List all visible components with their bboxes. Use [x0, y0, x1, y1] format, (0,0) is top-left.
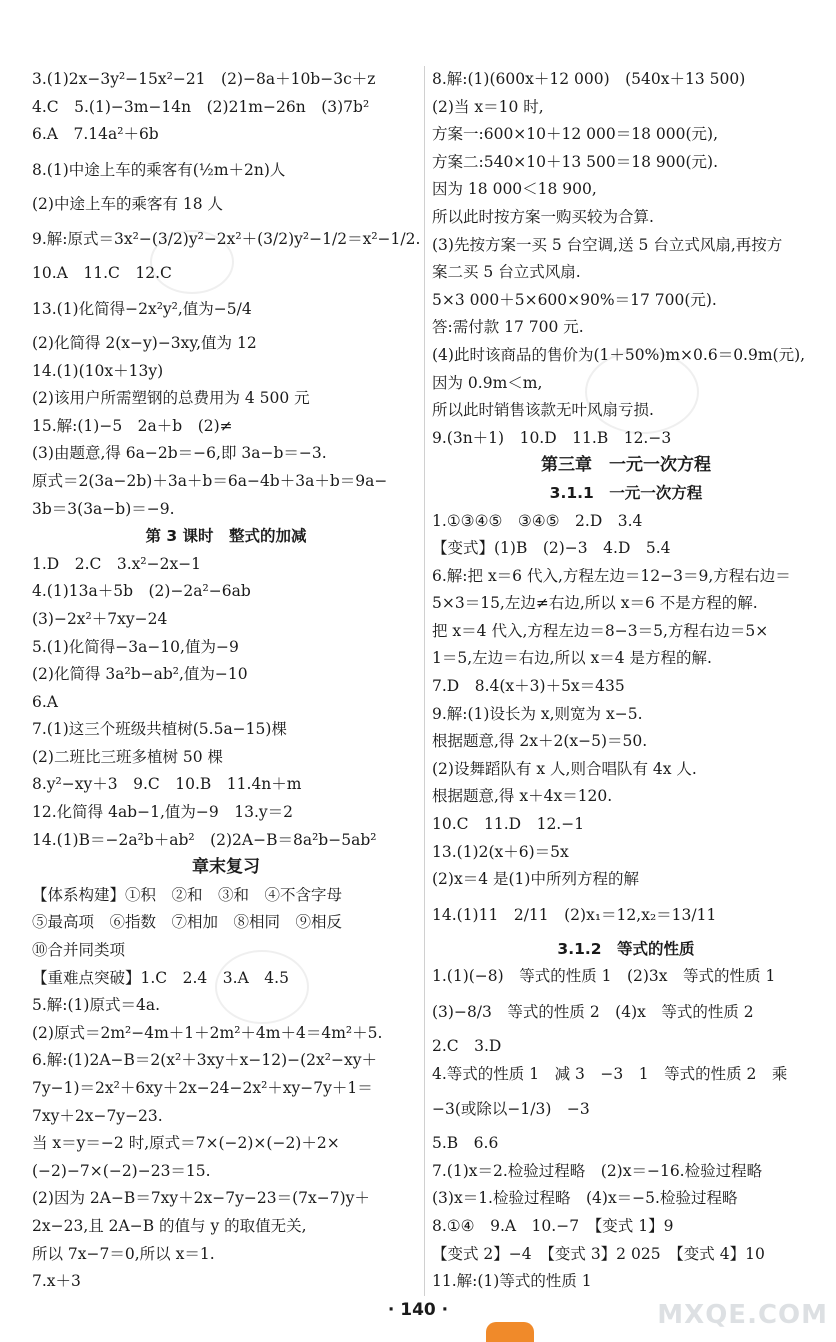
- answer-line: 12.化简得 4ab−1,值为−9 13.y＝2: [32, 803, 293, 822]
- answer-line: 1.(1)(−8) 等式的性质 1 (2)3x 等式的性质 1: [432, 967, 776, 986]
- corner-tab: [486, 1322, 534, 1342]
- section-heading: 3.1.1 一元一次方程: [549, 483, 703, 502]
- answer-line: 14.(1)B＝−2a²b＋ab² (2)2A−B＝8a²b−5ab²: [32, 830, 377, 849]
- answer-line: 2x−23,且 2A−B 的值与 y 的取值无关,: [32, 1216, 307, 1235]
- answer-line: 原式＝2(3a−2b)＋3a＋b＝6a−4b＋3a＋b＝9a−: [32, 471, 388, 490]
- answer-line: 【变式 2】−4 【变式 3】2 025 【变式 4】10: [432, 1244, 765, 1263]
- answer-line: (2)二班比三班多植树 50 棵: [32, 747, 224, 766]
- answer-line: 7.(1)x＝2.检验过程略 (2)x＝−16.检验过程略: [432, 1161, 763, 1180]
- answer-line: 3b＝3(3a−b)＝−9.: [32, 499, 175, 518]
- right-column: [432, 66, 820, 1296]
- answer-line: 答:需付款 17 700 元.: [432, 318, 584, 337]
- answer-line: 根据题意,得 x＋4x＝120.: [432, 787, 613, 806]
- answer-line: 把 x＝4 代入,方程左边＝8−3＝5,方程右边＝5×: [432, 621, 769, 640]
- answer-line: 根据题意,得 2x＋2(x−5)＝50.: [432, 732, 648, 751]
- answer-line: 【体系构建】①积 ②和 ③和 ④不含字母: [32, 885, 343, 904]
- answer-line: 7y−1)＝2x²＋6xy＋2x−24−2x²＋xy−7y＋1＝: [32, 1079, 373, 1097]
- answer-line: 5.(1)化简得−3a−10,值为−9: [32, 637, 239, 656]
- answer-line: (3)−2x²＋7xy−24: [32, 609, 168, 628]
- answer-line: (2)该用户所需塑钢的总费用为 4 500 元: [32, 389, 310, 408]
- answer-line: 5×3＝15,左边≠右边,所以 x＝6 不是方程的解.: [432, 594, 758, 613]
- answer-line: ⑤最高项 ⑥指数 ⑦相加 ⑧相同 ⑨相反: [32, 913, 343, 932]
- answer-line: 2.C 3.D: [432, 1037, 502, 1055]
- answer-line: 案二买 5 台立式风扇.: [432, 263, 581, 282]
- answer-line: 4.等式的性质 1 减 3 −3 1 等式的性质 2 乘: [432, 1064, 788, 1083]
- answer-line: 14.(1)(10x＋13y): [32, 361, 164, 380]
- answer-line: 13.(1)2(x＋6)＝5x: [432, 842, 569, 861]
- answer-line: (3)−8/3 等式的性质 2 (4)x 等式的性质 2: [432, 1003, 754, 1021]
- answer-line: 7xy＋2x−7y−23.: [32, 1106, 163, 1125]
- answer-line: 方案二:540×10＋13 500＝18 900(元).: [432, 152, 719, 171]
- column-divider: [424, 66, 425, 1296]
- page-number: · 140 ·: [387, 1300, 449, 1320]
- answer-line: 7.D 8.4(x＋3)＋5x＝435: [432, 677, 625, 696]
- answer-line: 8.(1)中途上车的乘客有(½m＋2n)人: [32, 160, 286, 179]
- answer-line: 6.解:(1)2A−B＝2(x²＋3xy＋x−12)−(2x²−xy＋: [32, 1051, 377, 1070]
- answer-line: 3.(1)2x−3y²−15x²−21 (2)−8a＋10b−3c＋z: [32, 70, 376, 88]
- answer-line: (3)x＝1.检验过程略 (4)x＝−5.检验过程略: [432, 1189, 738, 1208]
- answer-line: (2)x＝4 是(1)中所列方程的解: [432, 870, 639, 889]
- answer-line: 所以此时按方案一购买较为合算.: [432, 207, 654, 226]
- answer-line: 【重难点突破】1.C 2.4 3.A 4.5: [32, 968, 289, 987]
- answer-line: 13.(1)化简得−2x²y²,值为−5/4: [32, 299, 252, 318]
- answer-line: −3(或除以−1/3) −3: [432, 1100, 590, 1119]
- answer-line: 因为 0.9m＜m,: [432, 373, 543, 392]
- answer-line: 7.x＋3: [32, 1272, 81, 1291]
- answer-line: 10.C 11.D 12.−1: [432, 815, 585, 834]
- answer-line: 8.①④ 9.A 10.−7 【变式 1】9: [432, 1216, 674, 1235]
- answer-line: (2)中途上车的乘客有 18 人: [32, 194, 224, 213]
- answer-line: ⑩合并同类项: [32, 941, 126, 960]
- answer-line: (3)由题意,得 6a−2b＝−6,即 3a−b＝−3.: [32, 444, 327, 463]
- answer-line: 5×3 000＋5×600×90%＝17 700(元).: [432, 290, 717, 309]
- answer-line: 10.A 11.C 12.C: [32, 264, 172, 283]
- answer-line: (2)原式＝2m²−4m＋1＋2m²＋4m＋4＝4m²＋5.: [32, 1023, 383, 1042]
- answer-line: 9.解:(1)设长为 x,则宽为 x−5.: [432, 704, 643, 723]
- answer-line: (2)设舞蹈队有 x 人,则合唱队有 4x 人.: [432, 759, 697, 778]
- answer-line: 9.(3n＋1) 10.D 11.B 12.−3: [432, 428, 672, 447]
- answer-line: 14.(1)11 2/11 (2)x₁＝12,x₂＝13/11: [432, 905, 717, 924]
- answer-line: 8.解:(1)(600x＋12 000) (540x＋13 500): [432, 70, 746, 88]
- answer-line: 9.解:原式＝3x²−(3/2)y²−2x²＋(3/2)y²−1/2＝x²−1/2.: [32, 230, 420, 249]
- answer-line: (−2)−7×(−2)−23＝15.: [32, 1161, 211, 1180]
- answer-line: 当 x＝y＝−2 时,原式＝7×(−2)×(−2)＋2×: [32, 1134, 340, 1153]
- answer-line: 1.①③④⑤ ③④⑤ 2.D 3.4: [432, 511, 643, 530]
- answer-line: 所以此时销售该款无叶风扇亏损.: [432, 401, 654, 420]
- answer-line: 11.解:(1)等式的性质 1: [432, 1272, 592, 1291]
- answer-line: 5.解:(1)原式＝4a.: [32, 996, 160, 1015]
- section-heading: 3.1.2 等式的性质: [557, 939, 695, 958]
- answer-line: 6.解:把 x＝6 代入,方程左边＝12−3＝9,方程右边＝: [432, 566, 791, 585]
- answer-line: 7.(1)这三个班级共植树(5.5a−15)棵: [32, 720, 287, 739]
- answer-line: (3)先按方案一买 5 台空调,送 5 台立式风扇,再按方: [432, 235, 783, 254]
- answer-line: (2)当 x＝10 时,: [432, 97, 544, 116]
- answer-line: 5.B 6.6: [432, 1134, 499, 1153]
- section-heading: 章末复习: [192, 857, 260, 878]
- answer-line: 15.解:(1)−5 2a＋b (2)≠: [32, 416, 233, 435]
- answer-line: 8.y²−xy＋3 9.C 10.B 11.4n＋m: [32, 775, 302, 794]
- answer-line: 1＝5,左边＝右边,所以 x＝4 是方程的解.: [432, 649, 712, 668]
- section-heading: 第 3 课时 整式的加减: [145, 527, 307, 546]
- answer-line: 1.D 2.C 3.x²−2x−1: [32, 554, 202, 573]
- answer-line: 4.C 5.(1)−3m−14n (2)21m−26n (3)7b²: [32, 97, 370, 116]
- answer-line: 4.(1)13a＋5b (2)−2a²−6ab: [32, 582, 251, 601]
- answer-line: 所以 7x−7＝0,所以 x＝1.: [32, 1244, 215, 1263]
- left-column: [32, 66, 420, 1296]
- answer-line: 6.A 7.14a²＋6b: [32, 125, 159, 144]
- answer-line: (2)化简得 2(x−y)−3xy,值为 12: [32, 333, 257, 352]
- answer-line: 【变式】(1)B (2)−3 4.D 5.4: [432, 539, 671, 558]
- answer-line: 方案一:600×10＋12 000＝18 000(元),: [432, 125, 719, 144]
- site-watermark: MXQE.COM: [657, 1300, 828, 1330]
- answer-line: (2)因为 2A−B＝7xy＋2x−7y−23＝(7x−7)y＋: [32, 1189, 370, 1208]
- answer-line: 6.A: [32, 692, 58, 711]
- answer-line: (4)此时该商品的售价为(1＋50%)m×0.6＝0.9m(元),: [432, 345, 806, 364]
- answer-line: 因为 18 000＜18 900,: [432, 180, 597, 199]
- answer-line: (2)化简得 3a²b−ab²,值为−10: [32, 665, 248, 684]
- chapter-heading: 第三章 一元一次方程: [541, 455, 711, 476]
